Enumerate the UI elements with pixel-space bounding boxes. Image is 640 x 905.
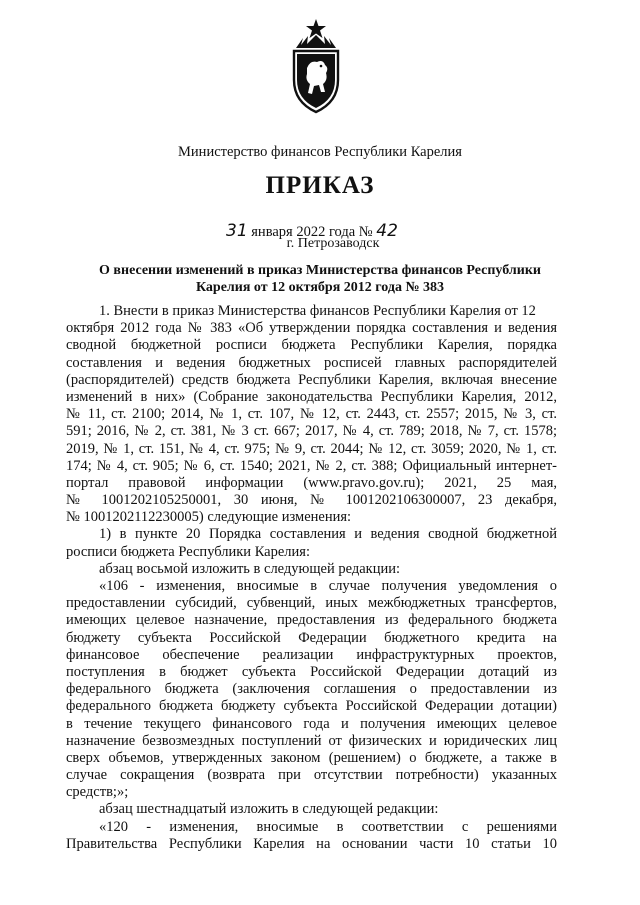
ministry-name: Министерство финансов Республики Карелия xyxy=(178,144,462,160)
body-line: № 1001202105250001, 30 июня, № 1001202106300007, 23 декабря, xyxy=(66,492,557,509)
body-line: поступления в бюджет субъекта Российской Федерации дотаций из xyxy=(66,663,557,680)
body-line: 2019, № 1, ст. 151, № 4, ст. 975; № 9, ст. 2044; № 12, ст. 3059; 2020, № 1, ст. xyxy=(66,440,557,457)
document-body xyxy=(66,303,557,853)
body-line: «106 - изменения, вносимые в случае получения уведомления о xyxy=(99,578,557,594)
body-line: случае сокращения (возврата при отсутствии потребности) указанных xyxy=(66,767,557,784)
body-line: октября 2012 года № 383 «Об утверждении порядка составления и ведения xyxy=(66,320,557,337)
body-line: в течение текущего финансового года и получения имеющих целевое xyxy=(66,715,557,732)
body-line: № 11, ст. 2100; 2014, № 1, ст. 107, № 12, ст. 2443, ст. 2557; 2015, № 3, ст. xyxy=(66,406,557,423)
body-line: 1) в пункте 20 Порядка составления и ведения сводной бюджетной xyxy=(99,526,557,543)
body-line: абзац восьмой изложить в следующей редакции: xyxy=(99,560,401,577)
subject-line: О внесении изменений в приказ Министерства финансов Республики xyxy=(99,263,541,278)
document-title: ПРИКАЗ xyxy=(265,172,375,199)
body-line: Правительства Республики Карелия на основании части 10 статьи 10 xyxy=(66,835,557,852)
body-line: финансовое обеспечение реализации инфраструктурных проектов, xyxy=(66,646,557,663)
body-line: составления и ведения бюджетных росписей главных распорядителей xyxy=(66,354,557,371)
body-line: имеющих целевое назначение, предоставления из федерального бюджета xyxy=(66,612,557,629)
date-text: января 2022 года № xyxy=(251,224,373,240)
body-line: абзац шестнадцатый изложить в следующей редакции: xyxy=(99,801,439,818)
body-line: назначение безвозмездных поступлений от физических и юридических лиц xyxy=(66,732,557,749)
body-line: федерального бюджета бюджету субъекта Российской Федерации дотации) xyxy=(66,698,557,715)
body-line: сводной бюджетной росписи бюджета Республики Карелия, порядка xyxy=(66,337,557,354)
subject-line: Карелия от 12 октября 2012 года № 383 xyxy=(195,280,445,295)
body-line: средств;»; xyxy=(66,784,129,801)
body-line: изменений в них» (Собрание законодательства Республики Карелия, 2012, xyxy=(66,388,557,405)
body-line: росписи бюджета Республики Карелия: xyxy=(66,543,310,560)
body-line: сверх объемов, утвержденных законом (решением) о бюджете, а также в xyxy=(66,749,557,766)
body-line: федерального бюджета (заключения соглашения о предоставлении из xyxy=(66,681,557,698)
city: г. Петрозаводск xyxy=(286,236,380,251)
body-line: предоставлении субсидий, субвенций, иных межбюджетных трансфертов, xyxy=(66,595,557,612)
body-line: 1. Внести в приказ Министерства финансов Республики Карелия от 12 xyxy=(99,303,536,319)
body-line: № 1001202112230005) следующие изменения: xyxy=(66,509,352,526)
subject-heading xyxy=(70,262,570,296)
body-line: бюджету субъекта Российской Федерации бюджетного кредита на xyxy=(66,629,557,646)
handwritten-number: 42 xyxy=(376,221,398,241)
body-line: (распорядителей) средств бюджета Республики Карелия, включая внесение xyxy=(66,371,557,388)
body-line: портал правовой информации (www.pravo.gov.ru); 2021, 25 мая, xyxy=(66,474,557,491)
body-line: «120 - изменения, вносимые в соответствии с решениями xyxy=(99,818,557,835)
body-line: 591; 2016, № 2, ст. 381, № 3 ст. 667; 2017, № 4, ст. 789; 2018, № 7, ст. 1578; xyxy=(66,423,557,440)
handwritten-day: 31 xyxy=(226,221,248,241)
coat-of-arms-icon xyxy=(290,18,342,114)
body-line: 174; № 4, ст. 905; № 6, ст. 1540; 2021, № 2, ст. 388; Официальный интернет- xyxy=(66,457,557,474)
